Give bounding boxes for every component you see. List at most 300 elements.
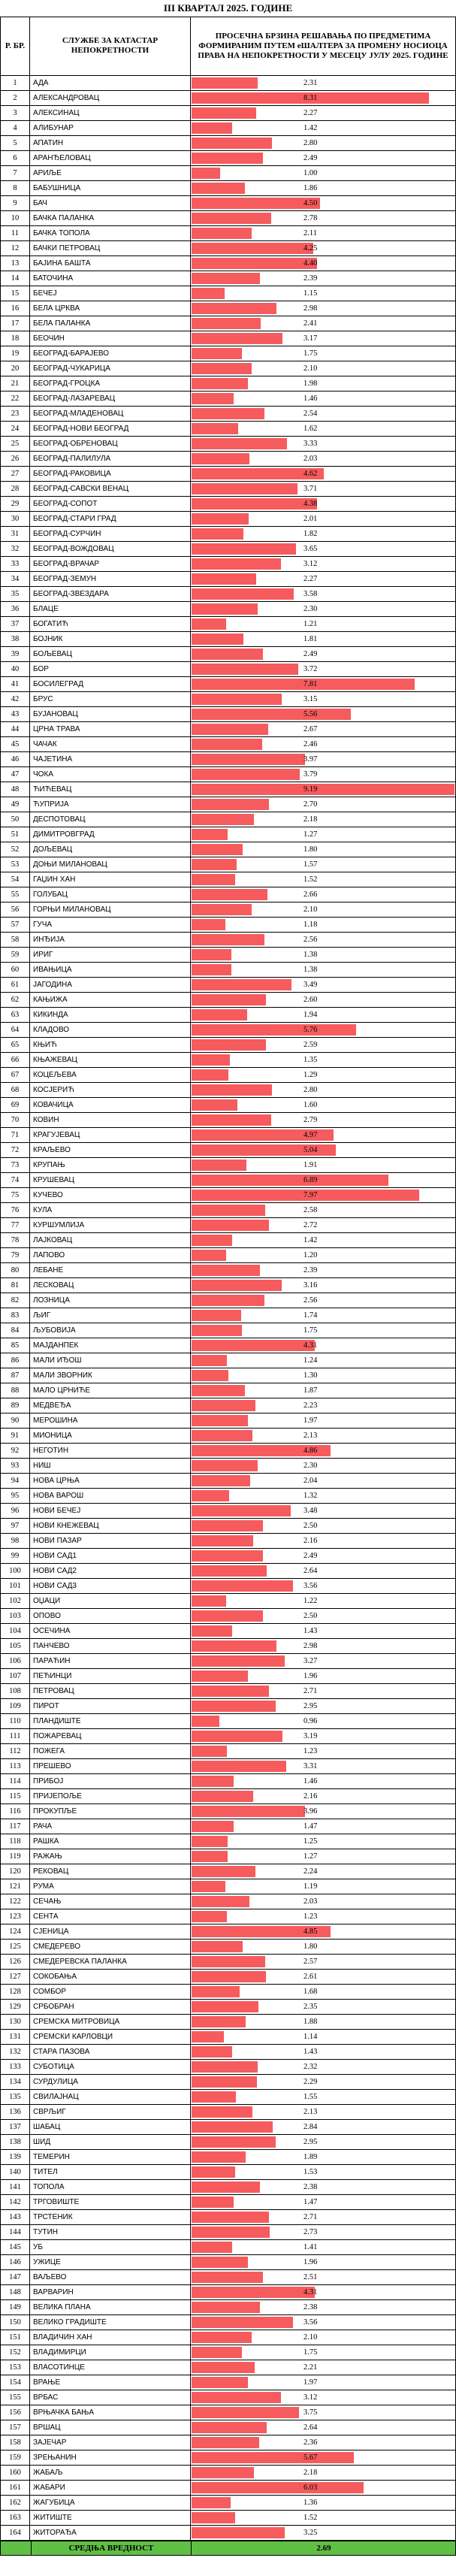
office-name: ВРАЊЕ	[30, 2375, 191, 2390]
bar-cell	[191, 903, 456, 917]
row-number: 114	[0, 1774, 30, 1788]
bar-value-label: 6.89	[303, 1176, 318, 1184]
bar-value-label: 1.30	[303, 1371, 318, 1380]
bar-value-label: 1.18	[303, 921, 318, 929]
row-number: 160	[0, 2466, 30, 2480]
row-number: 60	[0, 963, 30, 977]
row-number: 78	[0, 1233, 30, 1247]
office-name: НЕГОТИН	[30, 1444, 191, 1458]
bar-cell	[191, 767, 456, 782]
bar-value-label: 2.29	[303, 2078, 318, 2086]
bar	[192, 1686, 269, 1697]
office-name: БЕОГРАД-СТАРИ ГРАД	[30, 512, 191, 526]
office-name: КОВАЧИЦА	[30, 1098, 191, 1112]
bar-value-label: 2.71	[303, 1687, 318, 1695]
office-name: БОЉЕВАЦ	[30, 647, 191, 661]
bar-value-label: 1.46	[303, 1777, 318, 1785]
bar	[192, 1520, 263, 1531]
bar-cell	[191, 376, 456, 391]
bar-cell	[191, 2210, 456, 2224]
bar-value-label: 2.80	[303, 1086, 318, 1094]
office-name: ТРСТЕНИК	[30, 2210, 191, 2224]
row-number: 12	[0, 241, 30, 255]
office-name: ПЛАНДИШТЕ	[30, 1714, 191, 1728]
bar	[192, 633, 243, 645]
row-number: 73	[0, 1158, 30, 1172]
row-number: 37	[0, 617, 30, 631]
bar	[192, 528, 243, 540]
bar-value-label: 1.27	[303, 1852, 318, 1861]
bar-value-label: 1.97	[303, 2378, 318, 2387]
bar-value-label: 4.31	[303, 1341, 318, 1350]
bar-value-label: 1.41	[303, 2243, 318, 2251]
bar-cell	[191, 271, 456, 286]
bar-cell	[191, 1038, 456, 1052]
bar-cell	[191, 1759, 456, 1773]
bar	[192, 844, 243, 855]
office-name: БОЈНИК	[30, 632, 191, 646]
office-name: РАЖАЊ	[30, 1849, 191, 1864]
table-row	[0, 1684, 456, 1699]
bar-cell	[191, 933, 456, 947]
office-name: МАЛИ ЗВОРНИК	[30, 1368, 191, 1383]
table-row	[0, 1534, 456, 1549]
table-row	[0, 1038, 456, 1053]
bar	[192, 1280, 282, 1291]
bar-cell	[191, 1894, 456, 1909]
table-row	[0, 437, 456, 452]
bar-cell	[191, 2165, 456, 2179]
bar-cell	[191, 1819, 456, 1834]
bar-cell	[191, 1985, 456, 1999]
bar-value-label: 1.47	[303, 2198, 318, 2206]
bar	[192, 1490, 229, 1501]
table-row	[0, 2210, 456, 2225]
row-number: 81	[0, 1278, 30, 1293]
row-number: 164	[0, 2526, 30, 2540]
table-row	[0, 2000, 456, 2015]
row-number: 14	[0, 271, 30, 286]
bar-cell	[191, 1504, 456, 1518]
bar-value-label: 3.56	[303, 1582, 318, 1590]
bar	[192, 2497, 231, 2508]
row-number: 52	[0, 842, 30, 857]
row-number: 11	[0, 226, 30, 240]
bar	[192, 2016, 246, 2027]
bar-value-label: 2.71	[303, 2213, 318, 2221]
bar	[192, 318, 261, 329]
bar-cell	[191, 2090, 456, 2104]
bar	[192, 1565, 267, 1577]
bar	[192, 1009, 247, 1020]
bar	[192, 2437, 259, 2448]
row-number: 86	[0, 1353, 30, 1368]
office-name: УЖИЦЕ	[30, 2255, 191, 2269]
bar-cell	[191, 1429, 456, 1443]
bar-value-label: 1.55	[303, 2093, 318, 2101]
bar-value-label: 1.91	[303, 1161, 318, 1169]
bar-value-label: 1.25	[303, 1837, 318, 1846]
page-title: III КВАРТАЛ 2025. ГОДИНЕ	[0, 0, 456, 17]
bar	[192, 1370, 228, 1381]
bar	[192, 2106, 252, 2118]
bar	[192, 107, 256, 119]
bar-cell	[191, 1398, 456, 1413]
bar-cell	[191, 1383, 456, 1398]
table-row	[0, 497, 456, 512]
office-name: ПРЕШЕВО	[30, 1759, 191, 1773]
row-number: 96	[0, 1504, 30, 1518]
bar-value-label: 1.82	[303, 530, 318, 538]
bar-value-label: 2.27	[303, 575, 318, 583]
row-number: 25	[0, 437, 30, 451]
bar-cell	[191, 1308, 456, 1323]
bar-value-label: 3.96	[303, 1807, 318, 1816]
bar-value-label: 2.56	[303, 1296, 318, 1305]
bar-value-label: 1.52	[303, 2514, 318, 2522]
office-name: ВЛАДИМИРЦИ	[30, 2345, 191, 2360]
office-name: ЛОЗНИЦА	[30, 1293, 191, 1308]
row-number: 134	[0, 2075, 30, 2089]
bar-cell	[191, 1849, 456, 1864]
bar-value-label: 3.97	[303, 755, 318, 763]
office-name: БЕОГРАД-ЧУКАРИЦА	[30, 361, 191, 376]
office-name: БОГАТИЋ	[30, 617, 191, 631]
bar	[192, 1806, 305, 1817]
bar-value-label: 2.13	[303, 1432, 318, 1440]
bar-value-label: 1.43	[303, 2048, 318, 2056]
row-number: 118	[0, 1834, 30, 1849]
table-row	[0, 2240, 456, 2255]
office-name: БАБУШНИЦА	[30, 181, 191, 195]
bar	[192, 1896, 249, 1907]
bar-value-label: 1.42	[303, 1236, 318, 1244]
bar-cell	[191, 1564, 456, 1578]
office-name: ВРЊАЧКА БАЊА	[30, 2405, 191, 2420]
table-row	[0, 316, 456, 331]
row-number: 68	[0, 1083, 30, 1097]
bar-cell	[191, 2225, 456, 2239]
row-number: 80	[0, 1263, 30, 1277]
row-number: 147	[0, 2270, 30, 2284]
bar-cell	[191, 422, 456, 436]
row-number: 149	[0, 2300, 30, 2314]
office-name: ЖАГУБИЦА	[30, 2496, 191, 2510]
row-number: 75	[0, 1188, 30, 1202]
bar	[192, 1911, 227, 1922]
bar-value-label: 1.88	[303, 2018, 318, 2026]
office-name: ЖИТИШТЕ	[30, 2511, 191, 2525]
bar-cell	[191, 91, 456, 105]
bar-value-label: 1.53	[303, 2168, 318, 2176]
bar	[192, 934, 264, 945]
bar	[192, 814, 254, 825]
bar-value-label: 2.16	[303, 1792, 318, 1800]
bar-value-label: 2.10	[303, 906, 318, 914]
bar-cell	[191, 1519, 456, 1533]
bar-value-label: 2.64	[303, 2423, 318, 2432]
bar	[192, 273, 260, 284]
table-row	[0, 1068, 456, 1083]
row-number: 15	[0, 286, 30, 301]
bar-cell	[191, 226, 456, 240]
table-row	[0, 1759, 456, 1774]
table-row	[0, 1985, 456, 2000]
bar	[192, 1024, 356, 1036]
office-name: БЕОГРАД-ПАЛИЛУЛА	[30, 452, 191, 466]
table-row	[0, 2466, 456, 2481]
office-name: БЕЛА ПАЛАНКА	[30, 316, 191, 331]
table-row	[0, 1549, 456, 1564]
row-number: 57	[0, 918, 30, 932]
office-name: ЉИГ	[30, 1308, 191, 1323]
header-number: Р. БР.	[0, 17, 30, 76]
row-number: 65	[0, 1038, 30, 1052]
table-row	[0, 422, 456, 437]
office-name: КРАГУЈЕВАЦ	[30, 1128, 191, 1142]
office-name: ТРГОВИШТЕ	[30, 2195, 191, 2209]
office-name: БЕОГРАД-СУРЧИН	[30, 527, 191, 541]
bar-cell	[191, 2120, 456, 2134]
row-number: 151	[0, 2330, 30, 2345]
bar-value-label: 1.32	[303, 1492, 318, 1500]
bar	[192, 2257, 248, 2268]
office-name: БАЧКА ТОПОЛА	[30, 226, 191, 240]
bar-value-label: 2.21	[303, 2363, 318, 2372]
row-number: 148	[0, 2285, 30, 2299]
row-number: 5	[0, 136, 30, 150]
row-number: 130	[0, 2015, 30, 2029]
bar-cell	[191, 1579, 456, 1593]
row-number: 63	[0, 1008, 30, 1022]
office-name: КРУПАЊ	[30, 1158, 191, 1172]
bar	[192, 423, 238, 434]
table-row	[0, 933, 456, 948]
bar-value-label: 2.32	[303, 2063, 318, 2071]
bar-value-label: 2.49	[303, 650, 318, 658]
table-row	[0, 1955, 456, 1970]
bar-cell	[191, 2345, 456, 2360]
office-name: БЕОГРАД-ОБРЕНОВАЦ	[30, 437, 191, 451]
bar-cell	[191, 572, 456, 586]
row-number: 125	[0, 1940, 30, 1954]
bar-value-label: 1.35	[303, 1056, 318, 1064]
bar-value-label: 2.03	[303, 455, 318, 463]
table-row	[0, 2451, 456, 2466]
bar	[192, 2287, 318, 2298]
bar	[192, 213, 271, 224]
office-name: АПАТИН	[30, 136, 191, 150]
bar-value-label: 1.57	[303, 860, 318, 869]
bar	[192, 2317, 293, 2328]
table-row	[0, 542, 456, 557]
office-name: ЧАЧАК	[30, 737, 191, 751]
office-name: ЗРЕЊАНИН	[30, 2451, 191, 2465]
office-name: КУРШУМЛИЈА	[30, 1218, 191, 1232]
row-number: 112	[0, 1744, 30, 1758]
table-row	[0, 2225, 456, 2240]
bar	[192, 1851, 228, 1862]
bar-cell	[191, 2496, 456, 2510]
table-row	[0, 2105, 456, 2120]
row-number: 64	[0, 1023, 30, 1037]
bar-value-label: 1.23	[303, 1912, 318, 1921]
table-row	[0, 286, 456, 301]
table-row	[0, 1188, 456, 1203]
bar-cell	[191, 2330, 456, 2345]
office-name: БЕОГРАД-ЛАЗАРЕВАЦ	[30, 392, 191, 406]
bar-cell	[191, 2511, 456, 2525]
bar-cell	[191, 256, 456, 271]
office-name: ЧАЈЕТИНА	[30, 752, 191, 766]
bar	[192, 1295, 264, 1306]
bar-value-label: 2.51	[303, 2273, 318, 2281]
bar-value-label: 5.04	[303, 1146, 318, 1154]
row-number: 152	[0, 2345, 30, 2360]
row-number: 113	[0, 1759, 30, 1773]
row-number: 59	[0, 948, 30, 962]
office-name: ЖАБАРИ	[30, 2481, 191, 2495]
bar	[192, 2347, 242, 2358]
table-row	[0, 241, 456, 256]
bar-cell	[191, 2420, 456, 2435]
bar-value-label: 2.59	[303, 1041, 318, 1049]
row-number: 163	[0, 2511, 30, 2525]
office-name: ТЕМЕРИН	[30, 2150, 191, 2164]
bar-cell	[191, 1233, 456, 1247]
office-name: ВРБАС	[30, 2390, 191, 2405]
bar	[192, 1595, 226, 1607]
table-row	[0, 1924, 456, 1940]
office-name: ЉУБОВИЈА	[30, 1323, 191, 1338]
row-number: 44	[0, 722, 30, 736]
office-name: ГОРЊИ МИЛАНОВАЦ	[30, 903, 191, 917]
bar	[192, 1114, 271, 1126]
bar-cell	[191, 1323, 456, 1338]
office-name: ПОЖАРЕВАЦ	[30, 1729, 191, 1743]
row-number: 31	[0, 527, 30, 541]
bar	[192, 1836, 228, 1847]
table-row	[0, 2045, 456, 2060]
bar-cell	[191, 677, 456, 691]
bar-value-label: 2.16	[303, 1537, 318, 1545]
office-name: БЕОГРАД-ЗЕМУН	[30, 572, 191, 586]
table-row	[0, 1023, 456, 1038]
bar	[192, 378, 248, 389]
row-number: 99	[0, 1549, 30, 1563]
bar	[192, 994, 266, 1005]
bar-cell	[191, 1248, 456, 1262]
office-name: НОВА ЦРЊА	[30, 1474, 191, 1488]
bar	[192, 1701, 276, 1712]
table-row	[0, 692, 456, 707]
office-name: БЕОГРАД-НОВИ БЕОГРАД	[30, 422, 191, 436]
row-number: 39	[0, 647, 30, 661]
bar	[192, 1580, 293, 1592]
table-row	[0, 572, 456, 587]
bar	[192, 2332, 252, 2343]
bar	[192, 2227, 270, 2238]
bar-value-label: 2.98	[303, 304, 318, 313]
row-number: 83	[0, 1308, 30, 1323]
office-name: БЕОЧИН	[30, 331, 191, 346]
row-number: 28	[0, 482, 30, 496]
bar-value-label: 2.73	[303, 2228, 318, 2236]
bar	[192, 664, 298, 675]
bar	[192, 573, 256, 585]
bar-value-label: 1.14	[303, 2033, 318, 2041]
row-number: 9	[0, 196, 30, 210]
bar-value-label: 1.38	[303, 966, 318, 974]
bar-value-label: 1.86	[303, 184, 318, 192]
office-name: АРИЉЕ	[30, 166, 191, 180]
office-name: СТАРА ПАЗОВА	[30, 2045, 191, 2059]
office-name: БАЈИНА БАШТА	[30, 256, 191, 271]
bar-cell	[191, 527, 456, 541]
table-row	[0, 737, 456, 752]
row-number: 22	[0, 392, 30, 406]
bar	[192, 258, 317, 269]
bar-value-label: 3.56	[303, 2318, 318, 2327]
table-row	[0, 2300, 456, 2315]
table-row	[0, 2315, 456, 2330]
bar-value-label: 2.95	[303, 1702, 318, 1710]
row-number: 13	[0, 256, 30, 271]
bar-cell	[191, 301, 456, 316]
office-name: ЛЕСКОВАЦ	[30, 1278, 191, 1293]
bar-value-label: 5.67	[303, 2454, 318, 2462]
bar-value-label: 2.18	[303, 2469, 318, 2477]
bar-cell	[191, 1188, 456, 1202]
office-name: БРУС	[30, 692, 191, 706]
bar-value-label: 1.21	[303, 620, 318, 628]
bar-value-label: 2.78	[303, 214, 318, 222]
bar-value-label: 2.04	[303, 1477, 318, 1485]
row-number: 138	[0, 2135, 30, 2149]
bar-cell	[191, 407, 456, 421]
row-number: 104	[0, 1624, 30, 1638]
bar-cell	[191, 2285, 456, 2299]
office-name: БЕОГРАД-ВРАЧАР	[30, 557, 191, 571]
bar-cell	[191, 692, 456, 706]
bar-value-label: 2.30	[303, 605, 318, 613]
bar-value-label: 2.38	[303, 2183, 318, 2191]
bar-cell	[191, 2045, 456, 2059]
bar-value-label: 2.61	[303, 1973, 318, 1981]
bar-cell	[191, 2526, 456, 2540]
office-name: ЖИТОРАЂА	[30, 2526, 191, 2540]
table-row	[0, 767, 456, 782]
bar	[192, 1475, 250, 1486]
row-number: 107	[0, 1669, 30, 1683]
table-row	[0, 181, 456, 196]
bar-cell	[191, 2481, 456, 2495]
table-row	[0, 2270, 456, 2285]
row-number: 35	[0, 587, 30, 601]
table-row	[0, 1474, 456, 1489]
bar-value-label: 2.84	[303, 2123, 318, 2131]
row-number: 88	[0, 1383, 30, 1398]
bar-value-label: 2.72	[303, 1221, 318, 1229]
row-number: 18	[0, 331, 30, 346]
table-row	[0, 331, 456, 346]
office-name: ЧОКА	[30, 767, 191, 782]
office-name: КАЊИЖА	[30, 993, 191, 1007]
table-row	[0, 196, 456, 211]
row-number: 111	[0, 1729, 30, 1743]
office-name: ГОЛУБАЦ	[30, 887, 191, 902]
bar-value-label: 1.68	[303, 1988, 318, 1996]
